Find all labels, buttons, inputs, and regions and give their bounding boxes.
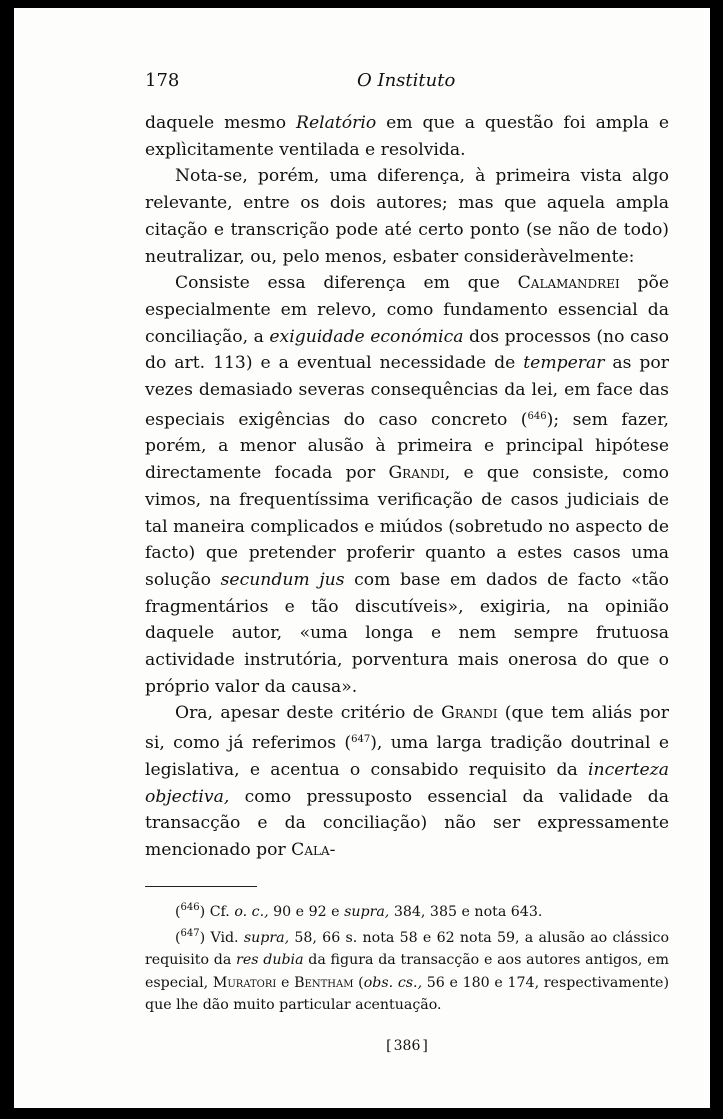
page-number: 178 xyxy=(145,70,180,91)
footnotes xyxy=(145,897,669,1016)
author-name: Muratori xyxy=(212,974,277,991)
italic-run: Relatório xyxy=(296,113,377,133)
text-run: ( xyxy=(353,974,364,991)
footnote-646: ($^{646}$) Cf. o. c., 90 e 92 e supra, 384, 385 e nota 643. xyxy=(175,901,543,920)
text-run: põe especialmente em relevo, como fundamento essencial da conciliação, a xyxy=(145,273,669,347)
text-run: Consiste essa diferença em que xyxy=(175,273,518,294)
footnote-marker: 646 xyxy=(180,901,200,913)
text-run: Nota-se, porém, uma diferença, à primeira vista algo relevante, entre os dois autores; mas que aquela ampla citação e transcrição pode até certo ponto (se não de todo) neutralizar, ou, pelo menos, esbater consideràvelmente: xyxy=(145,166,669,267)
paragraph-3 xyxy=(145,270,669,700)
text-run: 58, 66 s. nota 58 e 62 nota 59, a alusão ao clássico requisito da xyxy=(145,929,669,969)
footnote-reference: 647 xyxy=(351,734,371,746)
author-name: Grandi xyxy=(388,463,445,484)
paragraph-1 xyxy=(145,110,669,163)
text-run: as por vezes demasiado severas consequências da lei, em face das especiais exigências do caso concreto ( xyxy=(145,353,669,430)
page-header xyxy=(145,70,669,102)
italic-run: res dubia xyxy=(236,952,304,969)
author-name: Bentham xyxy=(294,974,354,991)
text-run: Ora, apesar deste critério de xyxy=(175,703,442,724)
author-name: Cala- xyxy=(291,839,336,860)
text-run: Cf. xyxy=(205,903,235,920)
text-run: com base em dados de facto «tão fragmentários e tão discutíveis», exigiria, na opinião daquele autor, «uma longa e nem sempre frutuosa actividade instrutória, porventura mais onerosa do que o próprio valor da causa». xyxy=(145,569,670,697)
italic-run: secundum jus xyxy=(220,569,345,590)
italic-run: temperar xyxy=(523,353,605,374)
text-run: 90 e 92 e xyxy=(268,903,345,920)
text-run: ), uma larga tradição doutrinal e legislativa, e acentua o consabido requisito da xyxy=(145,733,669,780)
italic-run: supra, xyxy=(243,929,290,946)
italic-run: incerteza objectiva, xyxy=(145,759,669,807)
text-run: daquele mesmo xyxy=(145,113,296,133)
page-content xyxy=(145,70,669,1054)
author-name: Grandi xyxy=(441,703,498,724)
text-run: em que a questão foi ampla e explìcitamente ventilada e resolvida. xyxy=(145,113,669,160)
text-run: e xyxy=(276,974,295,991)
footnote-separator xyxy=(145,886,257,887)
text-run: dos processos (no caso do art. 113) e a eventual necessidade de xyxy=(145,326,669,374)
italic-run: supra, xyxy=(344,903,390,920)
text-run: Vid. xyxy=(205,929,244,946)
text-run: como pressuposto essencial da validade da transacção e da conciliação) não ser expressamente mencionado por xyxy=(145,786,669,860)
author-name: Calamandrei xyxy=(517,273,620,294)
book-page xyxy=(14,8,710,1108)
text-run: , e que consiste, como vimos, na frequentíssima verificação de casos judiciais de tal maneira complicados e miúdos (sobretudo no aspecto de facto) que pretender proferir quanto a estes casos uma solução xyxy=(145,463,669,590)
text-run: ); sem fazer, porém, a menor alusão à primeira e principal hipótese directamente focada por xyxy=(145,409,670,484)
folio: [ 386 ] xyxy=(386,1038,428,1055)
text-run: 56 e 180 e 174, respectivamente) que lhe dão muito particular acentuação. xyxy=(145,974,669,1013)
italic-run: exiguidade económica xyxy=(269,326,464,347)
text-run: (que tem aliás por si, como já referimos ( xyxy=(145,703,669,754)
footnote-marker: 647 xyxy=(180,927,200,939)
footnote-reference: 646 xyxy=(527,410,547,422)
italic-run: o. c., xyxy=(234,903,269,920)
footnote-647: ($^{647}$) Vid. supra, 58, 66 s. nota 58 e 62 nota 59, a alusão ao clássico requisito da res dubia da figura da transacção e aos autores antigos, em especial, Muratori e Bentham (obs. cs., 56 e 180 e 174, respectivamente) que lhe dão muito particular acentuação. xyxy=(145,927,669,1013)
folio-number: 386 xyxy=(393,1038,421,1055)
running-title: O Instituto xyxy=(357,70,456,91)
italic-run: obs. cs., xyxy=(363,974,423,991)
text-run: 384, 385 e nota 643. xyxy=(389,903,543,920)
paragraph-2 xyxy=(145,163,669,270)
text-run: da figura da transacção e aos autores antigos, em especial, xyxy=(145,952,669,991)
body-text xyxy=(145,110,669,864)
paragraph-4 xyxy=(145,700,669,863)
